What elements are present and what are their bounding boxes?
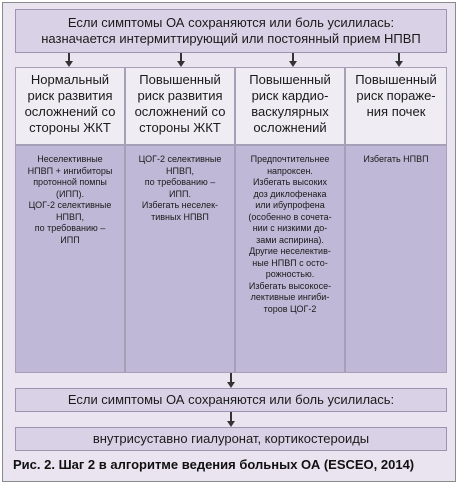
column-3-body-line: доз диклофенака xyxy=(253,188,327,199)
column-1-header xyxy=(15,67,125,145)
column-3-body-line: (особенно в сочета- xyxy=(248,211,332,222)
column-1-body-line: протонной помпы xyxy=(33,177,107,187)
bottom-step-box: внутрисуставно гиалуронат, кортикостероиды xyxy=(15,427,447,451)
column-4-header-line: Повышенный xyxy=(355,72,437,87)
column-1-header-line: риск развития xyxy=(27,88,113,103)
column-3-body-line: лективные ингиби- xyxy=(250,292,330,302)
column-4-header-line: ния почек xyxy=(366,104,426,119)
middle-step-box: Если симптомы ОА сохраняются или боль усилилась: xyxy=(15,388,447,412)
column-3-header-line: Повышенный xyxy=(249,72,331,87)
column-2-header-line: стороны ЖКТ xyxy=(139,120,221,135)
column-3-body-line: торов ЦОГ-2 xyxy=(263,303,317,314)
column-1-body-line: НПВП + ингибиторы xyxy=(27,165,113,176)
column-1-body-line: (ИПП). xyxy=(56,188,84,199)
column-3-header xyxy=(235,67,345,145)
column-2-body-line: тивных НПВП xyxy=(151,211,209,222)
column-3-body xyxy=(235,145,345,373)
column-3-body-line: напроксен. xyxy=(267,165,313,176)
column-1-body-line: ЦОГ-2 селективные xyxy=(28,200,112,210)
column-1-body-line: ИПП xyxy=(60,234,80,245)
column-1-header-line: Нормальный xyxy=(30,72,110,87)
column-3-header-line: осложнений xyxy=(253,120,327,135)
column-3-body-line: нии с низкими до- xyxy=(252,223,328,233)
column-3-body-line: Избегать высокосе- xyxy=(248,280,332,291)
column-2-header-line: риск развития xyxy=(137,88,223,103)
column-3-header-line: риск кардио- xyxy=(251,88,329,103)
column-3-header-line: васкулярных xyxy=(251,104,329,119)
column-4-body xyxy=(345,145,447,373)
column-3-body-line: или ибупрофена xyxy=(255,200,325,210)
column-1-header-line: осложнений со xyxy=(24,104,116,119)
algorithm-diagram xyxy=(2,2,456,482)
top-step-line-2: назначается интермиттирующий или постоянный прием НПВП xyxy=(41,31,421,46)
column-2-header-line: осложнений со xyxy=(134,104,226,119)
top-step-line-1: Если симптомы ОА сохраняются или боль усилилась: xyxy=(67,15,395,30)
column-2-header xyxy=(125,67,235,145)
column-3-body-line: Предпочтительнее xyxy=(250,154,330,164)
column-2-header-line: Повышенный xyxy=(139,72,221,87)
column-1-body-line: Неселективные xyxy=(37,154,103,164)
figure-caption: Рис. 2. Шаг 2 в алгоритме ведения больных ОА (ESCEO, 2014) xyxy=(13,457,415,472)
column-2-body-line: НПВП, xyxy=(166,165,194,176)
column-4-header xyxy=(345,67,447,145)
column-1-body-line: НПВП, xyxy=(56,211,84,222)
column-3-body-line: Другие неселектив- xyxy=(249,246,331,256)
column-4-body-line: Избегать НПВП xyxy=(363,154,429,164)
column-2-body xyxy=(125,145,235,373)
column-1-body xyxy=(15,145,125,373)
column-1-body-line: по требованию – xyxy=(34,223,106,233)
column-1-header-line: стороны ЖКТ xyxy=(29,120,111,135)
column-2-body-line: ЦОГ-2 селективные xyxy=(138,154,222,164)
column-3-body-line: Избегать высоких xyxy=(252,177,328,187)
column-2-body-line: по требованию – xyxy=(144,177,216,187)
column-3-body-line: рожностью. xyxy=(265,269,315,279)
column-4-header-line: риск пораже- xyxy=(356,88,436,103)
column-3-body-line: зами аспирина). xyxy=(256,234,324,245)
top-step-box xyxy=(15,9,447,53)
column-2-body-line: Избегать неселек- xyxy=(141,200,219,210)
column-2-body-line: ИПП. xyxy=(169,188,191,199)
column-3-body-line: ные НПВП с осто- xyxy=(252,257,328,268)
